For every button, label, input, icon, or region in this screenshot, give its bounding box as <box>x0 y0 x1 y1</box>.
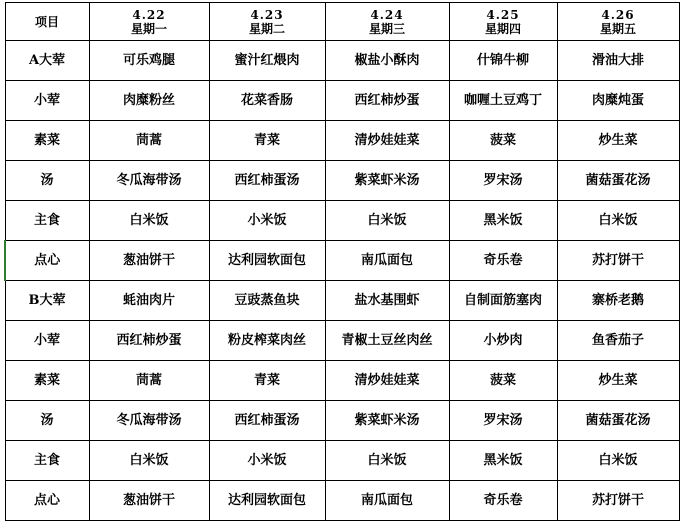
menu-row <box>5 321 679 361</box>
menu-row <box>5 481 679 521</box>
day-header <box>449 3 557 41</box>
category-cell[interactable]: 点心 <box>5 481 89 521</box>
dish-cell[interactable]: 奇乐卷 <box>449 481 557 521</box>
day-date: 4.23 <box>250 7 284 22</box>
dish-cell[interactable]: 蚝油肉片 <box>89 281 209 321</box>
dish-cell[interactable]: 紫菜虾米汤 <box>325 161 449 201</box>
category-cell[interactable]: B大荤 <box>5 281 89 321</box>
dish-cell[interactable]: 黑米饭 <box>449 201 557 241</box>
dish-cell[interactable]: 清炒娃娃菜 <box>325 361 449 401</box>
day-weekday: 星期四 <box>484 21 521 36</box>
dish-cell[interactable]: 葱油饼干 <box>89 481 209 521</box>
category-cell[interactable]: A大荤 <box>5 41 89 81</box>
category-cell[interactable]: 汤 <box>5 401 89 441</box>
dish-cell[interactable]: 白米饭 <box>557 201 679 241</box>
dish-cell[interactable]: 鱼香茄子 <box>557 321 679 361</box>
dish-cell[interactable]: 寨桥老鹅 <box>557 281 679 321</box>
day-date: 4.26 <box>601 7 635 22</box>
dish-cell[interactable]: 葱油饼干 <box>89 241 209 281</box>
dish-cell[interactable]: 白米饭 <box>325 441 449 481</box>
dish-cell[interactable]: 肉糜粉丝 <box>89 81 209 121</box>
dish-cell[interactable]: 椒盐小酥肉 <box>325 41 449 81</box>
day-header <box>325 3 449 41</box>
dish-cell[interactable]: 盐水基围虾 <box>325 281 449 321</box>
day-weekday: 星期三 <box>368 21 405 36</box>
dish-cell[interactable]: 滑油大排 <box>557 41 679 81</box>
day-date: 4.25 <box>486 7 520 22</box>
day-weekday: 星期一 <box>130 21 167 36</box>
menu-row <box>5 281 679 321</box>
dish-cell[interactable]: 咖喱土豆鸡丁 <box>449 81 557 121</box>
dish-cell[interactable]: 黑米饭 <box>449 441 557 481</box>
dish-cell[interactable]: 奇乐卷 <box>449 241 557 281</box>
dish-cell[interactable]: 青椒土豆丝肉丝 <box>325 321 449 361</box>
category-cell[interactable]: 素菜 <box>5 121 89 161</box>
dish-cell[interactable]: 白米饭 <box>557 441 679 481</box>
dish-cell[interactable]: 南瓜面包 <box>325 241 449 281</box>
menu-row <box>5 41 679 81</box>
day-weekday: 星期二 <box>248 21 285 36</box>
corner-header: 项目 <box>5 3 89 41</box>
dish-cell[interactable]: 花菜香肠 <box>209 81 325 121</box>
menu-row <box>5 241 679 281</box>
day-date: 4.22 <box>132 7 166 22</box>
dish-cell[interactable]: 青菜 <box>209 121 325 161</box>
dish-cell[interactable]: 白米饭 <box>89 441 209 481</box>
menu-row <box>5 441 679 481</box>
dish-cell[interactable]: 达利园软面包 <box>209 241 325 281</box>
dish-cell[interactable]: 茼蒿 <box>89 121 209 161</box>
dish-cell[interactable]: 冬瓜海带汤 <box>89 161 209 201</box>
dish-cell[interactable]: 菠菜 <box>449 121 557 161</box>
dish-cell[interactable]: 肉糜炖蛋 <box>557 81 679 121</box>
dish-cell[interactable]: 粉皮榨菜肉丝 <box>209 321 325 361</box>
dish-cell[interactable]: 小米饭 <box>209 441 325 481</box>
category-cell[interactable]: 小荤 <box>5 321 89 361</box>
menu-row <box>5 361 679 401</box>
dish-cell[interactable]: 豆豉蒸鱼块 <box>209 281 325 321</box>
dish-cell[interactable]: 炒生菜 <box>557 361 679 401</box>
dish-cell[interactable]: 蜜汁红煨肉 <box>209 41 325 81</box>
dish-cell[interactable]: 达利园软面包 <box>209 481 325 521</box>
dish-cell[interactable]: 西红柿蛋汤 <box>209 401 325 441</box>
dish-cell[interactable]: 西红柿蛋汤 <box>209 161 325 201</box>
dish-cell[interactable]: 菌菇蛋花汤 <box>557 161 679 201</box>
day-date: 4.24 <box>370 7 404 22</box>
day-header <box>89 3 209 41</box>
dish-cell[interactable]: 菠菜 <box>449 361 557 401</box>
category-cell[interactable]: 主食 <box>5 441 89 481</box>
dish-cell[interactable]: 紫菜虾米汤 <box>325 401 449 441</box>
dish-cell[interactable]: 南瓜面包 <box>325 481 449 521</box>
day-header <box>557 3 679 41</box>
dish-cell[interactable]: 西红柿炒蛋 <box>325 81 449 121</box>
dish-cell[interactable]: 罗宋汤 <box>449 401 557 441</box>
menu-row <box>5 81 679 121</box>
dish-cell[interactable]: 西红柿炒蛋 <box>89 321 209 361</box>
dish-cell[interactable]: 罗宋汤 <box>449 161 557 201</box>
dish-cell[interactable]: 苏打饼干 <box>557 481 679 521</box>
menu-row <box>5 161 679 201</box>
dish-cell[interactable]: 炒生菜 <box>557 121 679 161</box>
header-row <box>5 3 679 41</box>
dish-cell[interactable]: 自制面筋塞肉 <box>449 281 557 321</box>
category-cell[interactable]: 主食 <box>5 201 89 241</box>
dish-cell[interactable]: 清炒娃娃菜 <box>325 121 449 161</box>
category-cell[interactable]: 汤 <box>5 161 89 201</box>
dish-cell[interactable]: 冬瓜海带汤 <box>89 401 209 441</box>
dish-cell[interactable]: 小米饭 <box>209 201 325 241</box>
dish-cell[interactable]: 菌菇蛋花汤 <box>557 401 679 441</box>
weekly-menu-table <box>4 2 680 521</box>
day-header <box>209 3 325 41</box>
day-weekday: 星期五 <box>599 21 636 36</box>
dish-cell[interactable]: 苏打饼干 <box>557 241 679 281</box>
menu-row <box>5 201 679 241</box>
dish-cell[interactable]: 青菜 <box>209 361 325 401</box>
category-cell[interactable]: 素菜 <box>5 361 89 401</box>
dish-cell[interactable]: 白米饭 <box>89 201 209 241</box>
category-cell[interactable]: 小荤 <box>5 81 89 121</box>
dish-cell[interactable]: 白米饭 <box>325 201 449 241</box>
dish-cell[interactable]: 小炒肉 <box>449 321 557 361</box>
menu-row <box>5 121 679 161</box>
menu-row <box>5 401 679 441</box>
dish-cell[interactable]: 什锦牛柳 <box>449 41 557 81</box>
dish-cell[interactable]: 茼蒿 <box>89 361 209 401</box>
dish-cell[interactable]: 可乐鸡腿 <box>89 41 209 81</box>
category-cell[interactable]: 点心 <box>5 241 89 281</box>
